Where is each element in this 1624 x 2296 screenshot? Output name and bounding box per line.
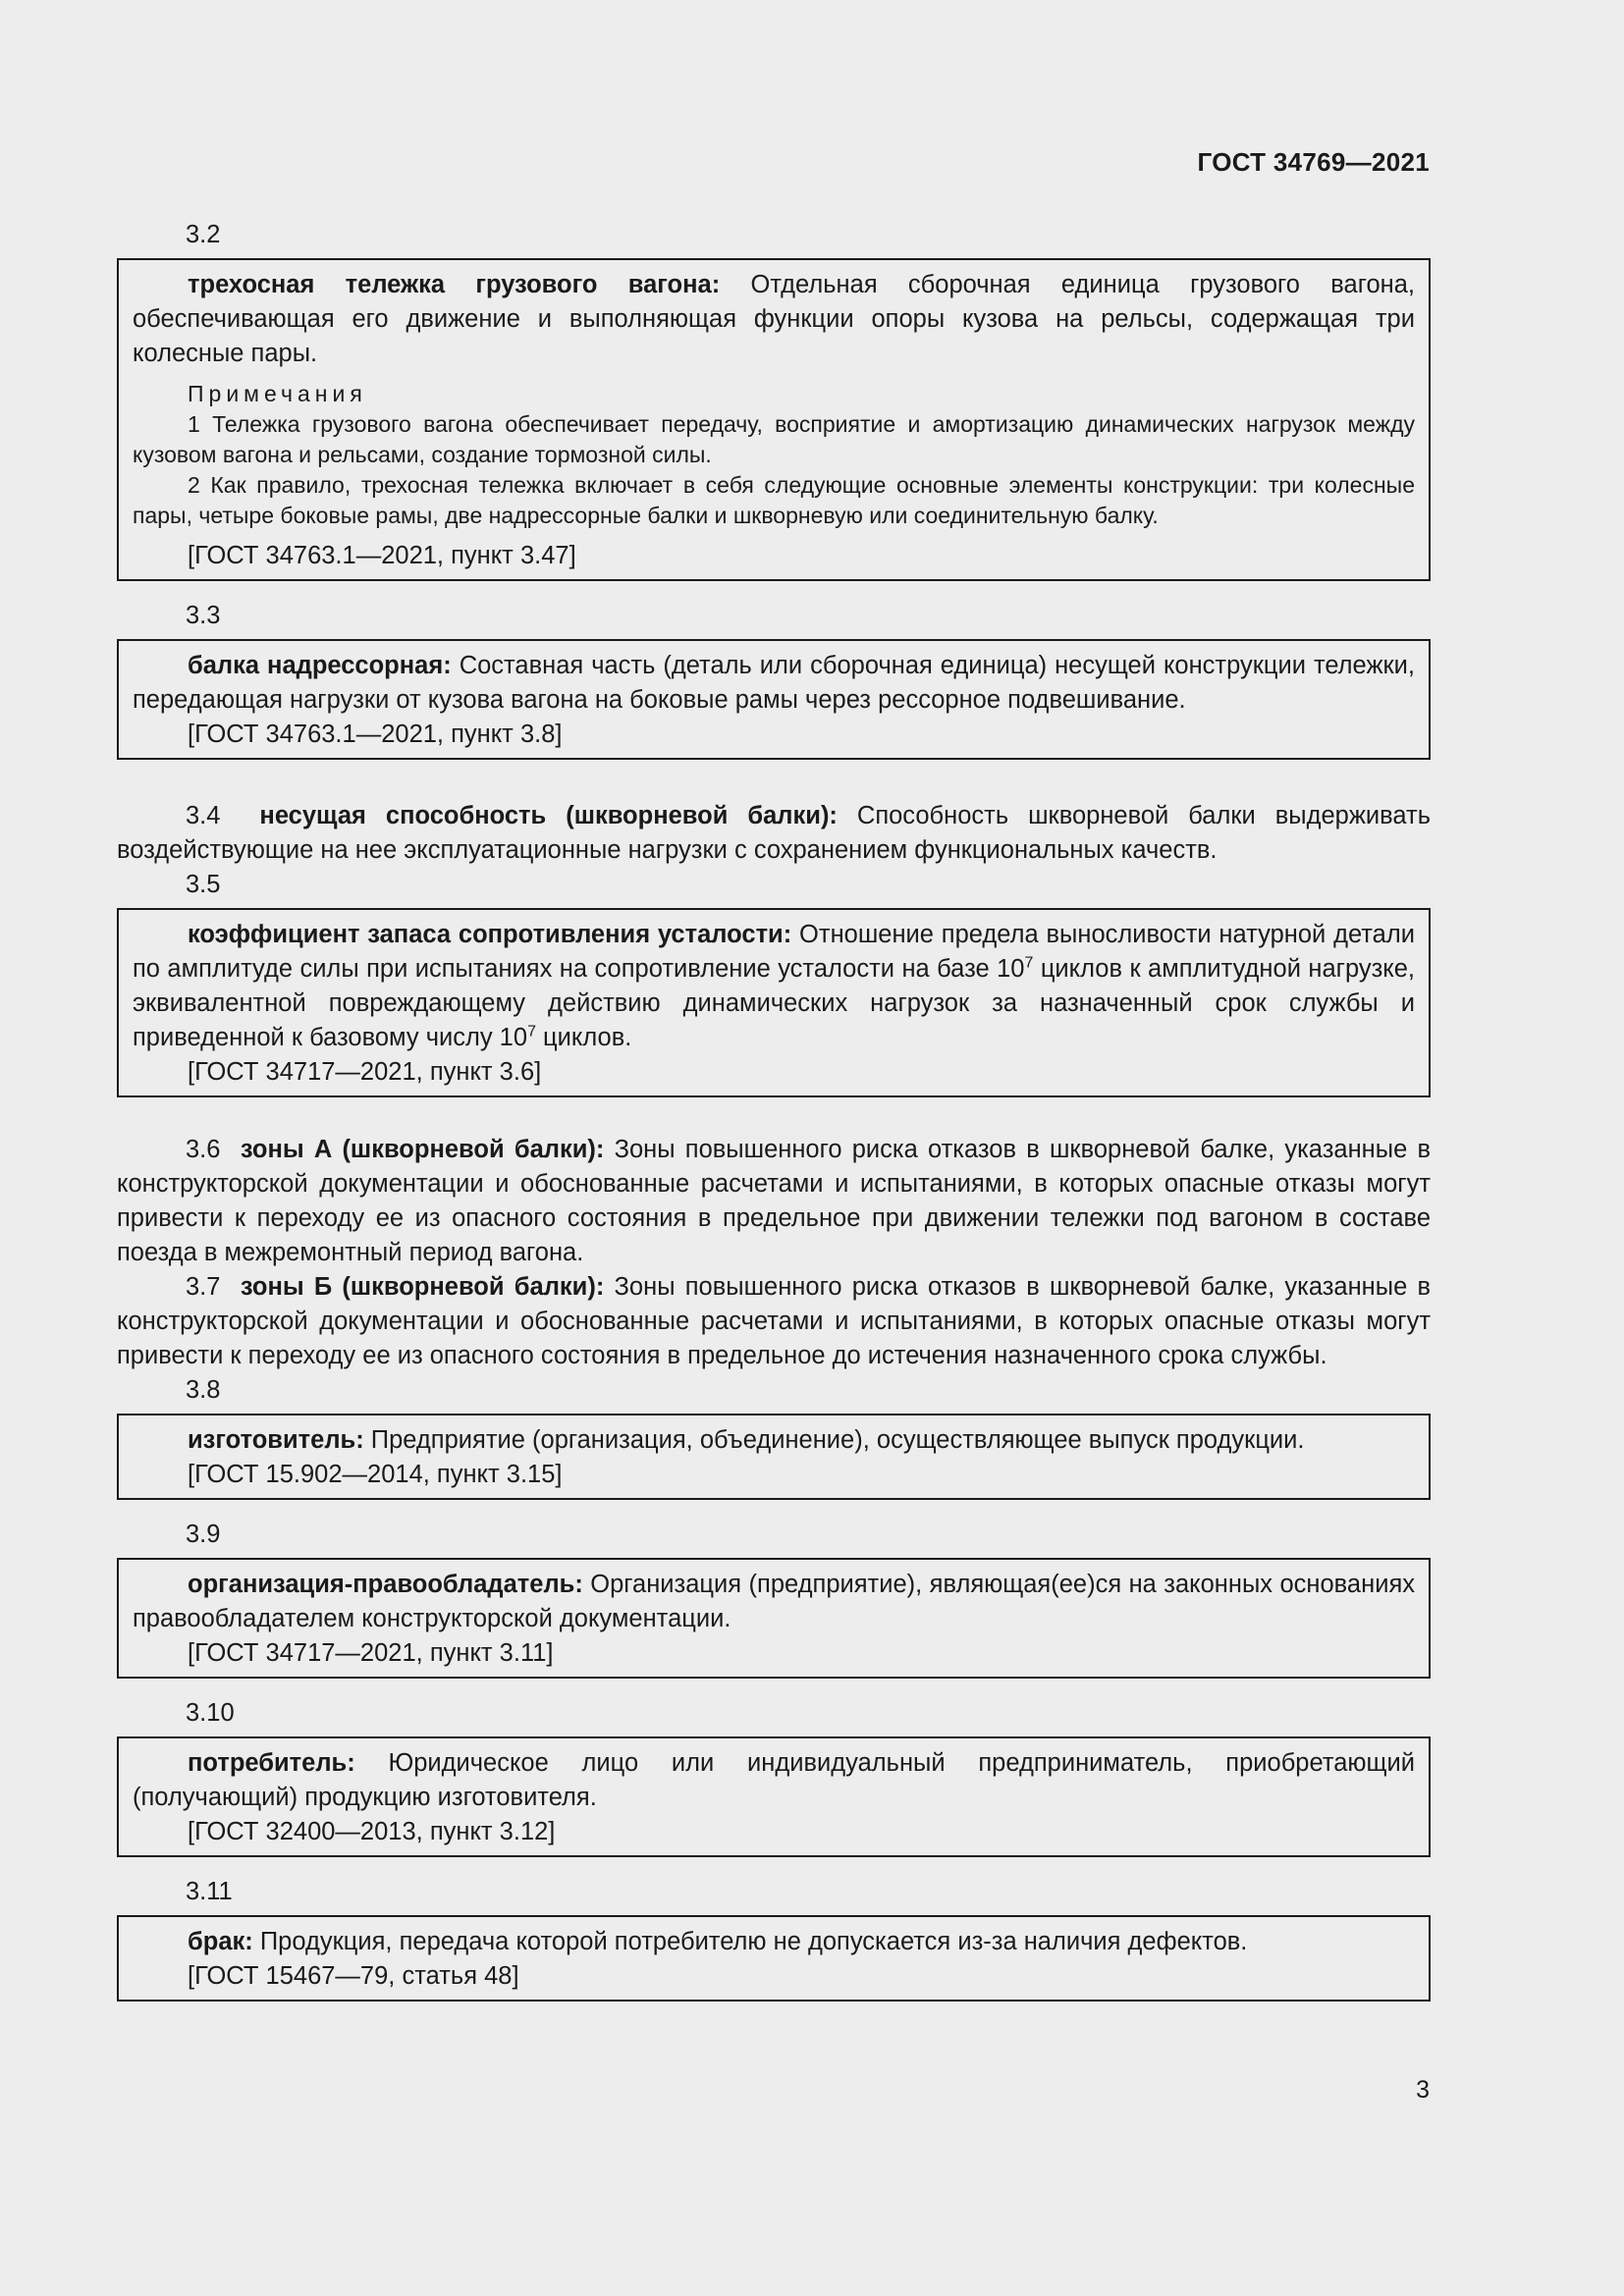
term-paragraph [117, 1133, 1431, 1270]
term-title: потребитель: [188, 1749, 355, 1777]
source-reference: [ГОСТ 32400—2013, пункт 3.12] [188, 1818, 556, 1845]
definition-text: Продукция, передача которой потребителю не допускается из-за наличия дефектов. [252, 1928, 1248, 1955]
term-title: зоны А (шкворневой балки): [240, 1136, 605, 1163]
exponent: 7 [1024, 954, 1034, 972]
term-title: брак: [188, 1928, 253, 1955]
definition-text: циклов к амплитудной нагрузке, эквивалентной повреждающему действию динамических нагрузок за назначенный срок службы и приведенной к базовому числу 10 [133, 955, 1415, 1051]
definition-text: Организация (предприятие), являющая(ее)ся на законных основаниях правообладателем конструкторской документации. [133, 1571, 1415, 1632]
term-title: коэффициент запаса сопротивления усталости: [188, 921, 792, 948]
term-number: 3.11 [186, 1878, 233, 1905]
term-box [117, 1915, 1431, 2002]
definition-text: Отдельная сборочная единица грузового вагона, обеспечивающая его движение и выполняющая функции опоры кузова на рельсы, содержащая три колесные пары. [133, 271, 1415, 367]
definition-text: Отношение предела выносливости натурной детали по амплитуде силы при испытаниях на сопротивление усталости на базе 10 [133, 921, 1415, 983]
term-title: трехосная тележка грузового вагона: [188, 271, 721, 298]
term-title: организация-правообладатель: [188, 1571, 583, 1598]
source-reference: [ГОСТ 15.902—2014, пункт 3.15] [188, 1461, 563, 1488]
term-definition [133, 1925, 1415, 1959]
page-number: 3 [1416, 2076, 1430, 2104]
term-box [117, 258, 1431, 581]
term-number: 3.3 [186, 602, 221, 629]
term-definition [133, 1423, 1415, 1458]
term-number: 3.2 [186, 221, 221, 248]
term-box [117, 639, 1431, 760]
term-title: несущая способность (шкворневой балки): [259, 802, 838, 829]
term-number: 3.5 [186, 871, 221, 898]
term-box [117, 1736, 1431, 1857]
term-box [117, 1414, 1431, 1500]
definition-text: Составная часть (деталь или сборочная единица) несущей конструкции тележки, передающая нагрузки от кузова вагона на боковые рамы через рессорное подвешивание. [133, 652, 1416, 714]
term-number: 3.4 [186, 802, 221, 829]
definition-text: Зоны повышенного риска отказов в шкворневой балке, указанные в конструкторской документации и обоснованные расчетами и испытаниями, в которых опасные отказы могут привести к переходу ее из опасного состояния в предельное при движении тележки под вагоном в составе поезда в межремонтный период вагона. [117, 1136, 1431, 1266]
source-reference: [ГОСТ 34717—2021, пункт 3.6] [188, 1058, 542, 1086]
term-title: зоны Б (шкворневой балки): [240, 1273, 605, 1301]
exponent: 7 [527, 1023, 536, 1041]
notes-title: Примечания [188, 381, 367, 406]
terms-section [117, 218, 1431, 2019]
source-reference: [ГОСТ 15467—79, статья 48] [188, 1962, 519, 1990]
term-definition [133, 649, 1415, 718]
document-header: ГОСТ 34769—2021 [1197, 147, 1430, 177]
term-number: 3.8 [186, 1376, 221, 1404]
definition-text: циклов. [535, 1024, 632, 1051]
notes [133, 379, 1415, 531]
source-reference: [ГОСТ 34717—2021, пункт 3.11] [188, 1639, 554, 1667]
term-number: 3.6 [186, 1136, 221, 1163]
term-definition [133, 918, 1415, 1055]
note-item: 1 Тележка грузового вагона обеспечивает передачу, восприятие и амортизацию динамических нагрузок между кузовом вагона и рельсами, создание тормозной силы. [133, 411, 1415, 467]
term-paragraph [117, 799, 1431, 868]
term-title: изготовитель: [188, 1426, 364, 1454]
term-box [117, 908, 1431, 1097]
term-number: 3.10 [186, 1699, 235, 1727]
term-number: 3.7 [186, 1273, 221, 1301]
term-definition [133, 1568, 1415, 1636]
definition-text: Зоны повышенного риска отказов в шкворневой балке, указанные в конструкторской документации и обоснованные расчетами и испытаниями, в которых опасные отказы могут привести к переходу ее из опасного состояния в предельное до истечения назначенного срока службы. [117, 1273, 1432, 1369]
note-item: 2 Как правило, трехосная тележка включает в себя следующие основные элементы конструкции: три колесные пары, четыре боковые рамы, две надрессорные балки и шкворневую или соединительную балку. [133, 472, 1415, 528]
source-reference: [ГОСТ 34763.1—2021, пункт 3.8] [188, 721, 563, 748]
term-definition [133, 1746, 1415, 1815]
definition-text: Предприятие (организация, объединение), осуществляющее выпуск продукции. [363, 1426, 1305, 1454]
definition-text: Юридическое лицо или индивидуальный предприниматель, приобретающий (получающий) продукцию изготовителя. [133, 1749, 1415, 1811]
definition-text: Способность шкворневой балки выдерживать воздействующие на нее эксплуатационные нагрузки с сохранением функциональных качеств. [117, 802, 1431, 864]
term-title: балка надрессорная: [188, 652, 452, 679]
term-box [117, 1558, 1431, 1679]
source-reference: [ГОСТ 34763.1—2021, пункт 3.47] [188, 542, 576, 569]
term-number: 3.9 [186, 1521, 221, 1548]
term-paragraph [117, 1270, 1431, 1373]
term-definition [133, 268, 1415, 371]
